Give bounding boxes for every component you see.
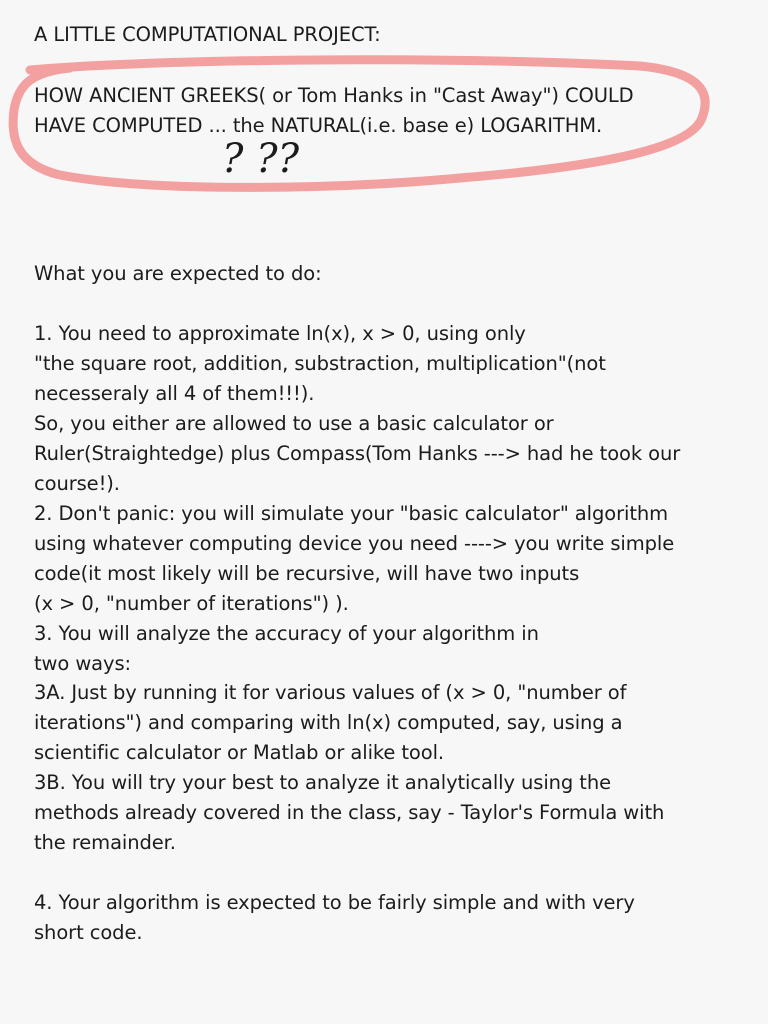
body-line: methods already covered in the class, say - Taylor's Formula with [34, 801, 665, 824]
body-line: 3. You will analyze the accuracy of your algorithm in [34, 622, 539, 645]
body-line: course!). [34, 472, 120, 495]
body-line: (x > 0, "number of iterations") ). [34, 592, 349, 615]
body-line: Ruler(Straightedge) plus Compass(Tom Hanks ---> had he took our [34, 442, 681, 465]
body-line: 1. You need to approximate ln(x), x > 0, using only [34, 322, 526, 345]
handwritten-question-marks: ? ?? [222, 136, 300, 182]
body-line: necesseraly all 4 of them!!!). [34, 382, 315, 405]
body-line: the remainder. [34, 831, 176, 854]
body-line: "the square root, addition, substraction, multiplication"(not [34, 352, 606, 375]
body-line: iterations") and comparing with ln(x) computed, say, using a [34, 711, 623, 734]
body-line: So, you either are allowed to use a basic calculator or [34, 412, 554, 435]
body-line: 3B. You will try your best to analyze it analytically using the [34, 771, 611, 794]
page-title: A LITTLE COMPUTATIONAL PROJECT: [34, 23, 381, 46]
body-line: 2. Don't panic: you will simulate your "basic calculator" algorithm [34, 502, 669, 525]
body-line: two ways: [34, 652, 131, 675]
body-line: code(it most likely will be recursive, will have two inputs [34, 562, 580, 585]
instructions-intro: What you are expected to do: [34, 262, 322, 285]
highlighted-heading-line-1: HOW ANCIENT GREEKS( or Tom Hanks in "Cast Away") COULD [34, 84, 634, 107]
body-line: scientific calculator or Matlab or alike tool. [34, 741, 445, 764]
closing-line: 4. Your algorithm is expected to be fairly simple and with very [34, 891, 635, 914]
body-line: 3A. Just by running it for various values of (x > 0, "number of [34, 681, 627, 704]
highlighted-heading-line-2: HAVE COMPUTED ... the NATURAL(i.e. base e) LOGARITHM. [34, 114, 603, 137]
body-line: using whatever computing device you need ----> you write simple [34, 532, 675, 555]
closing-line: short code. [34, 921, 143, 944]
